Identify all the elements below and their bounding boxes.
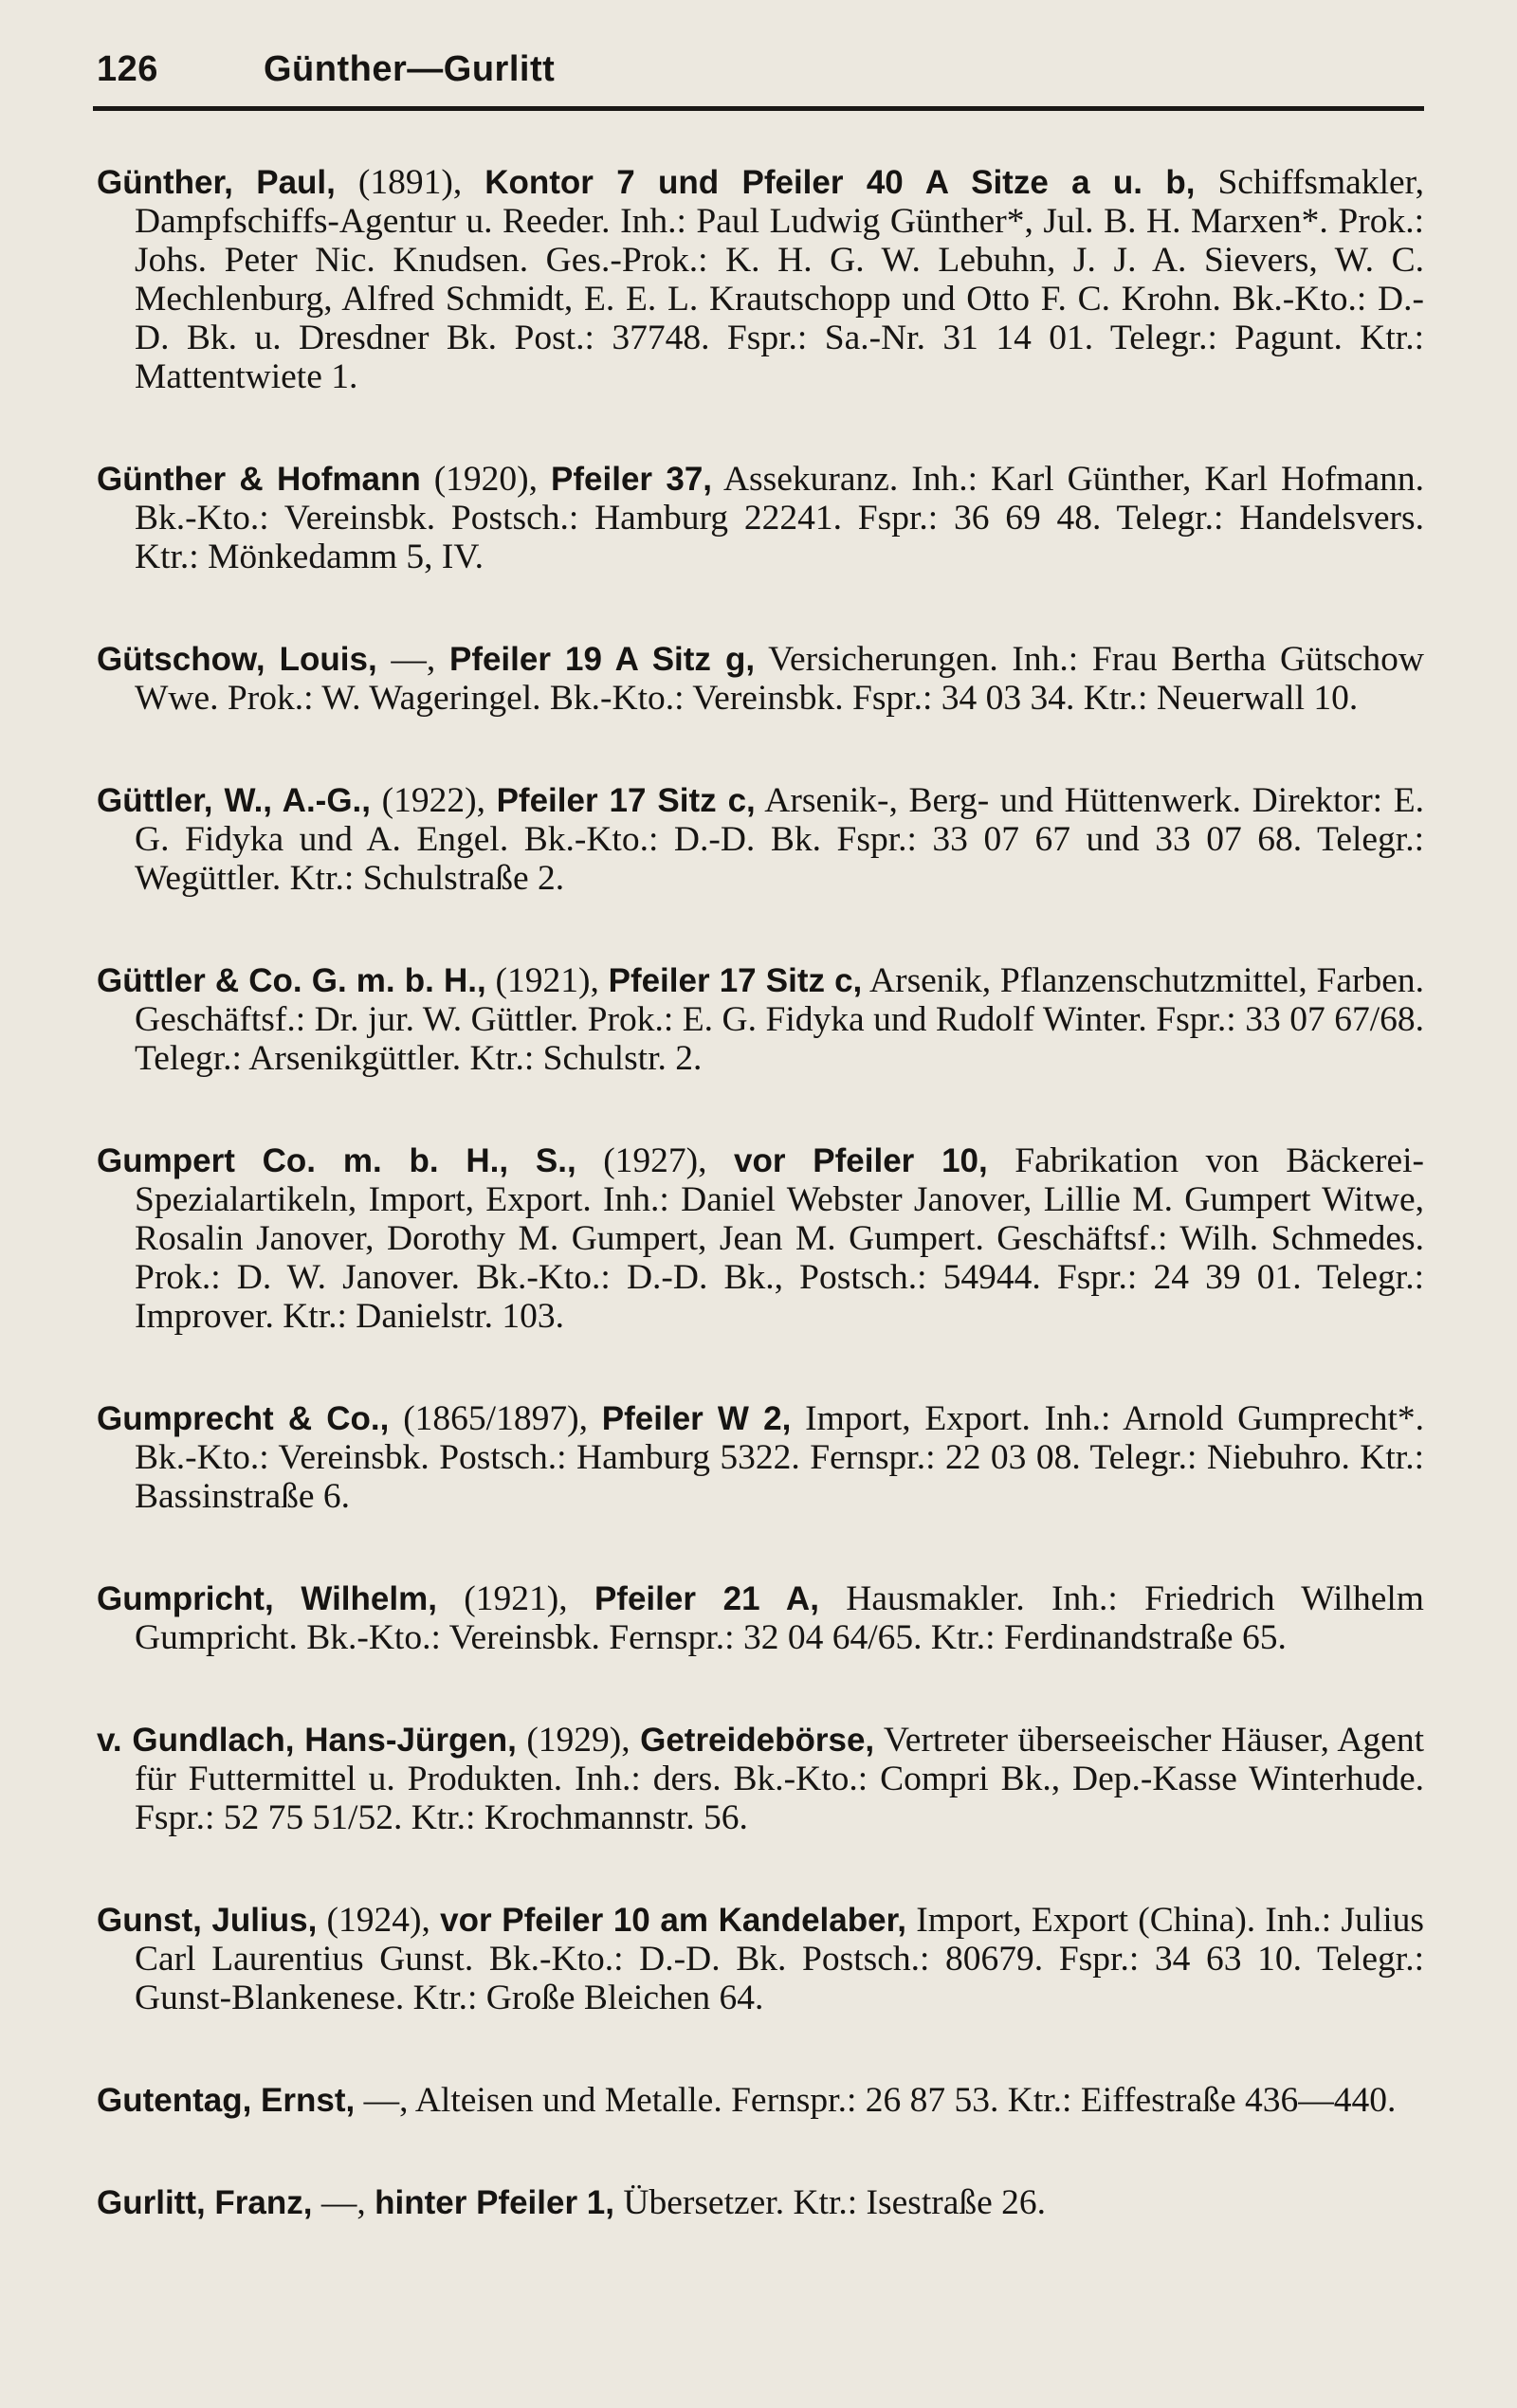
entry-guettler-gmbh (97, 961, 1424, 1078)
firm-date: —, (312, 2183, 375, 2222)
firm-date: —, (376, 640, 449, 679)
page-number: 126 (97, 49, 158, 89)
firm-name: Gunst, Julius, (97, 1902, 318, 1939)
firm-name: Günther, Paul, (97, 164, 336, 201)
firm-name: Güttler, W., A.-G., (97, 782, 371, 819)
firm-name: Güttler & Co. G. m. b. H., (97, 962, 486, 999)
firm-name: Gumprecht & Co., (97, 1400, 390, 1437)
firm-details: Vertreter überseeischer Häuser, Agent für Futtermittel u. Produkten. Inh.: ders. Bk.-Kto.: Compri Bk., Dep.-Kasse Winterhude. Fspr.: 52 75 51/52. Ktr.: Krochmannstr. 56. (135, 1721, 1424, 1837)
firm-location: Pfeiler 17 Sitz c, (496, 782, 756, 819)
firm-name: Gumpert Co. m. b. H., S., (97, 1142, 576, 1179)
entry-gunst (97, 1901, 1424, 2017)
firm-details: Arsenik-, Berg- und Hüttenwerk. Direktor: E. G. Fidyka und A. Engel. Bk.-Kto.: D.-D. Bk. Fspr.: 33 07 67 und 33 07 68. Telegr.: Wegüttler. Ktr.: Schulstraße 2. (135, 781, 1424, 898)
firm-name: Günther & Hofmann (97, 461, 421, 498)
entry-guettler-ag (97, 781, 1424, 898)
running-title: Günther—Gurlitt (264, 49, 556, 89)
entry-list (97, 163, 1424, 2286)
firm-date: (1929), (516, 1721, 641, 1760)
running-head (97, 49, 555, 90)
entry-gundlach (97, 1721, 1424, 1837)
firm-details: Arsenik, Pflanzenschutzmittel, Farben. Geschäftsf.: Dr. jur. W. Güttler. Prok.: E. G. Fidyka und Rudolf Winter. Fspr.: 33 07 67/68. Telegr.: Arsenikgüttler. Ktr.: Schulstr. 2. (135, 961, 1424, 1078)
firm-name: v. Gundlach, Hans-Jürgen, (97, 1722, 517, 1759)
firm-location: Pfeiler 21 A, (594, 1580, 819, 1617)
entry-gutentag (97, 2081, 1424, 2120)
firm-name: Gurlitt, Franz, (97, 2184, 313, 2221)
firm-details: Alteisen und Metalle. Fernspr.: 26 87 53. Ktr.: Eiffestraße 436—440. (414, 2081, 1397, 2120)
entry-guetschow-louis (97, 640, 1424, 718)
entry-gumpert (97, 1141, 1424, 1336)
firm-location: hinter Pfeiler 1, (375, 2184, 614, 2221)
firm-location: Getreidebörse, (640, 1722, 875, 1759)
firm-date: (1920), (420, 460, 552, 499)
header-rule (93, 106, 1424, 111)
firm-details: Hausmakler. Inh.: Friedrich Wilhelm Gumpricht. Bk.-Kto.: Vereinsbk. Fernspr.: 32 04 64/65. Ktr.: Ferdinandstraße 65. (135, 1579, 1424, 1657)
firm-details: Versicherungen. Inh.: Frau Bertha Gütschow Wwe. Prok.: W. Wageringel. Bk.-Kto.: Vereinsbk. Fspr.: 34 03 34. Ktr.: Neuerwall 10. (135, 640, 1425, 718)
firm-location: Pfeiler 37, (551, 461, 713, 498)
firm-details: Schiffsmakler, Dampfschiffs-Agentur u. Reeder. Inh.: Paul Ludwig Günther*, Jul. B. H. Marxen*. Prok.: Johs. Peter Nic. Knudsen. Ges.-Prok.: K. H. G. W. Lebuhn, J. J. A. Sievers, W. C. Mechlenburg, Alfred Schmidt, E. E. L. Krautschopp und Otto F. C. Krohn. Bk.-Kto.: D.-D. Bk. u. Dresdner Bk. Post.: 37748. Fspr.: Sa.-Nr. 31 14 01. Telegr.: Pagunt. Ktr.: Mattentwiete 1. (135, 163, 1424, 396)
entry-gurlitt (97, 2183, 1424, 2222)
firm-date: —, (355, 2081, 415, 2120)
entry-guenther-paul (97, 163, 1424, 396)
firm-date: (1865/1897), (389, 1399, 602, 1438)
firm-details: Übersetzer. Ktr.: Isestraße 26. (614, 2183, 1047, 2222)
firm-date: (1891), (335, 163, 485, 202)
firm-date: (1927), (576, 1141, 735, 1180)
firm-name: Gumpricht, Wilhelm, (97, 1580, 437, 1617)
firm-location: Pfeiler 17 Sitz c, (608, 962, 863, 999)
firm-location: Kontor 7 und Pfeiler 40 A Sitze a u. b, (484, 164, 1196, 201)
firm-date: (1921), (485, 961, 609, 1000)
firm-date: (1922), (371, 781, 497, 820)
entry-gumpricht (97, 1579, 1424, 1657)
firm-date: (1921), (436, 1579, 594, 1618)
firm-details: Import, Export. Inh.: Arnold Gumprecht*. Bk.-Kto.: Vereinsbk. Postsch.: Hamburg 5322. Fernspr.: 22 03 08. Telegr.: Niebuhro. Ktr.: Bassinstraße 6. (135, 1399, 1425, 1516)
firm-details: Assekuranz. Inh.: Karl Günther, Karl Hofmann. Bk.-Kto.: Vereinsbk. Postsch.: Hamburg 22241. Fspr.: 36 69 48. Telegr.: Handelsvers. Ktr.: Mönkedamm 5, IV. (135, 460, 1424, 576)
firm-details: Fabrikation von Bäckerei-Spezialartikeln, Import, Export. Inh.: Daniel Webster Janover, Lillie M. Gumpert Witwe, Rosalin Janover, Dorothy M. Gumpert, Jean M. Gumpert. Geschäftsf.: Wilh. Schmedes. Prok.: D. W. Janover. Bk.-Kto.: D.-D. Bk., Postsch.: 54944. Fspr.: 24 39 01. Telegr.: Improver. Ktr.: Danielstr. 103. (135, 1141, 1425, 1336)
firm-location: vor Pfeiler 10, (734, 1142, 988, 1179)
entry-gumprecht (97, 1399, 1424, 1516)
firm-date: (1924), (317, 1901, 441, 1940)
firm-location: Pfeiler W 2, (601, 1400, 792, 1437)
firm-name: Gutentag, Ernst, (97, 2082, 356, 2119)
firm-details: Import, Export (China). Inh.: Julius Carl Laurentius Gunst. Bk.-Kto.: D.-D. Bk. Postsch.: 80679. Fspr.: 34 63 10. Telegr.: Gunst-Blankenese. Ktr.: Große Bleichen 64. (135, 1901, 1424, 2017)
firm-location: Pfeiler 19 A Sitz g, (448, 641, 756, 678)
entry-guenther-hofmann (97, 460, 1424, 576)
firm-name: Gütschow, Louis, (97, 641, 377, 678)
firm-location: vor Pfeiler 10 am Kandelaber, (440, 1902, 906, 1939)
